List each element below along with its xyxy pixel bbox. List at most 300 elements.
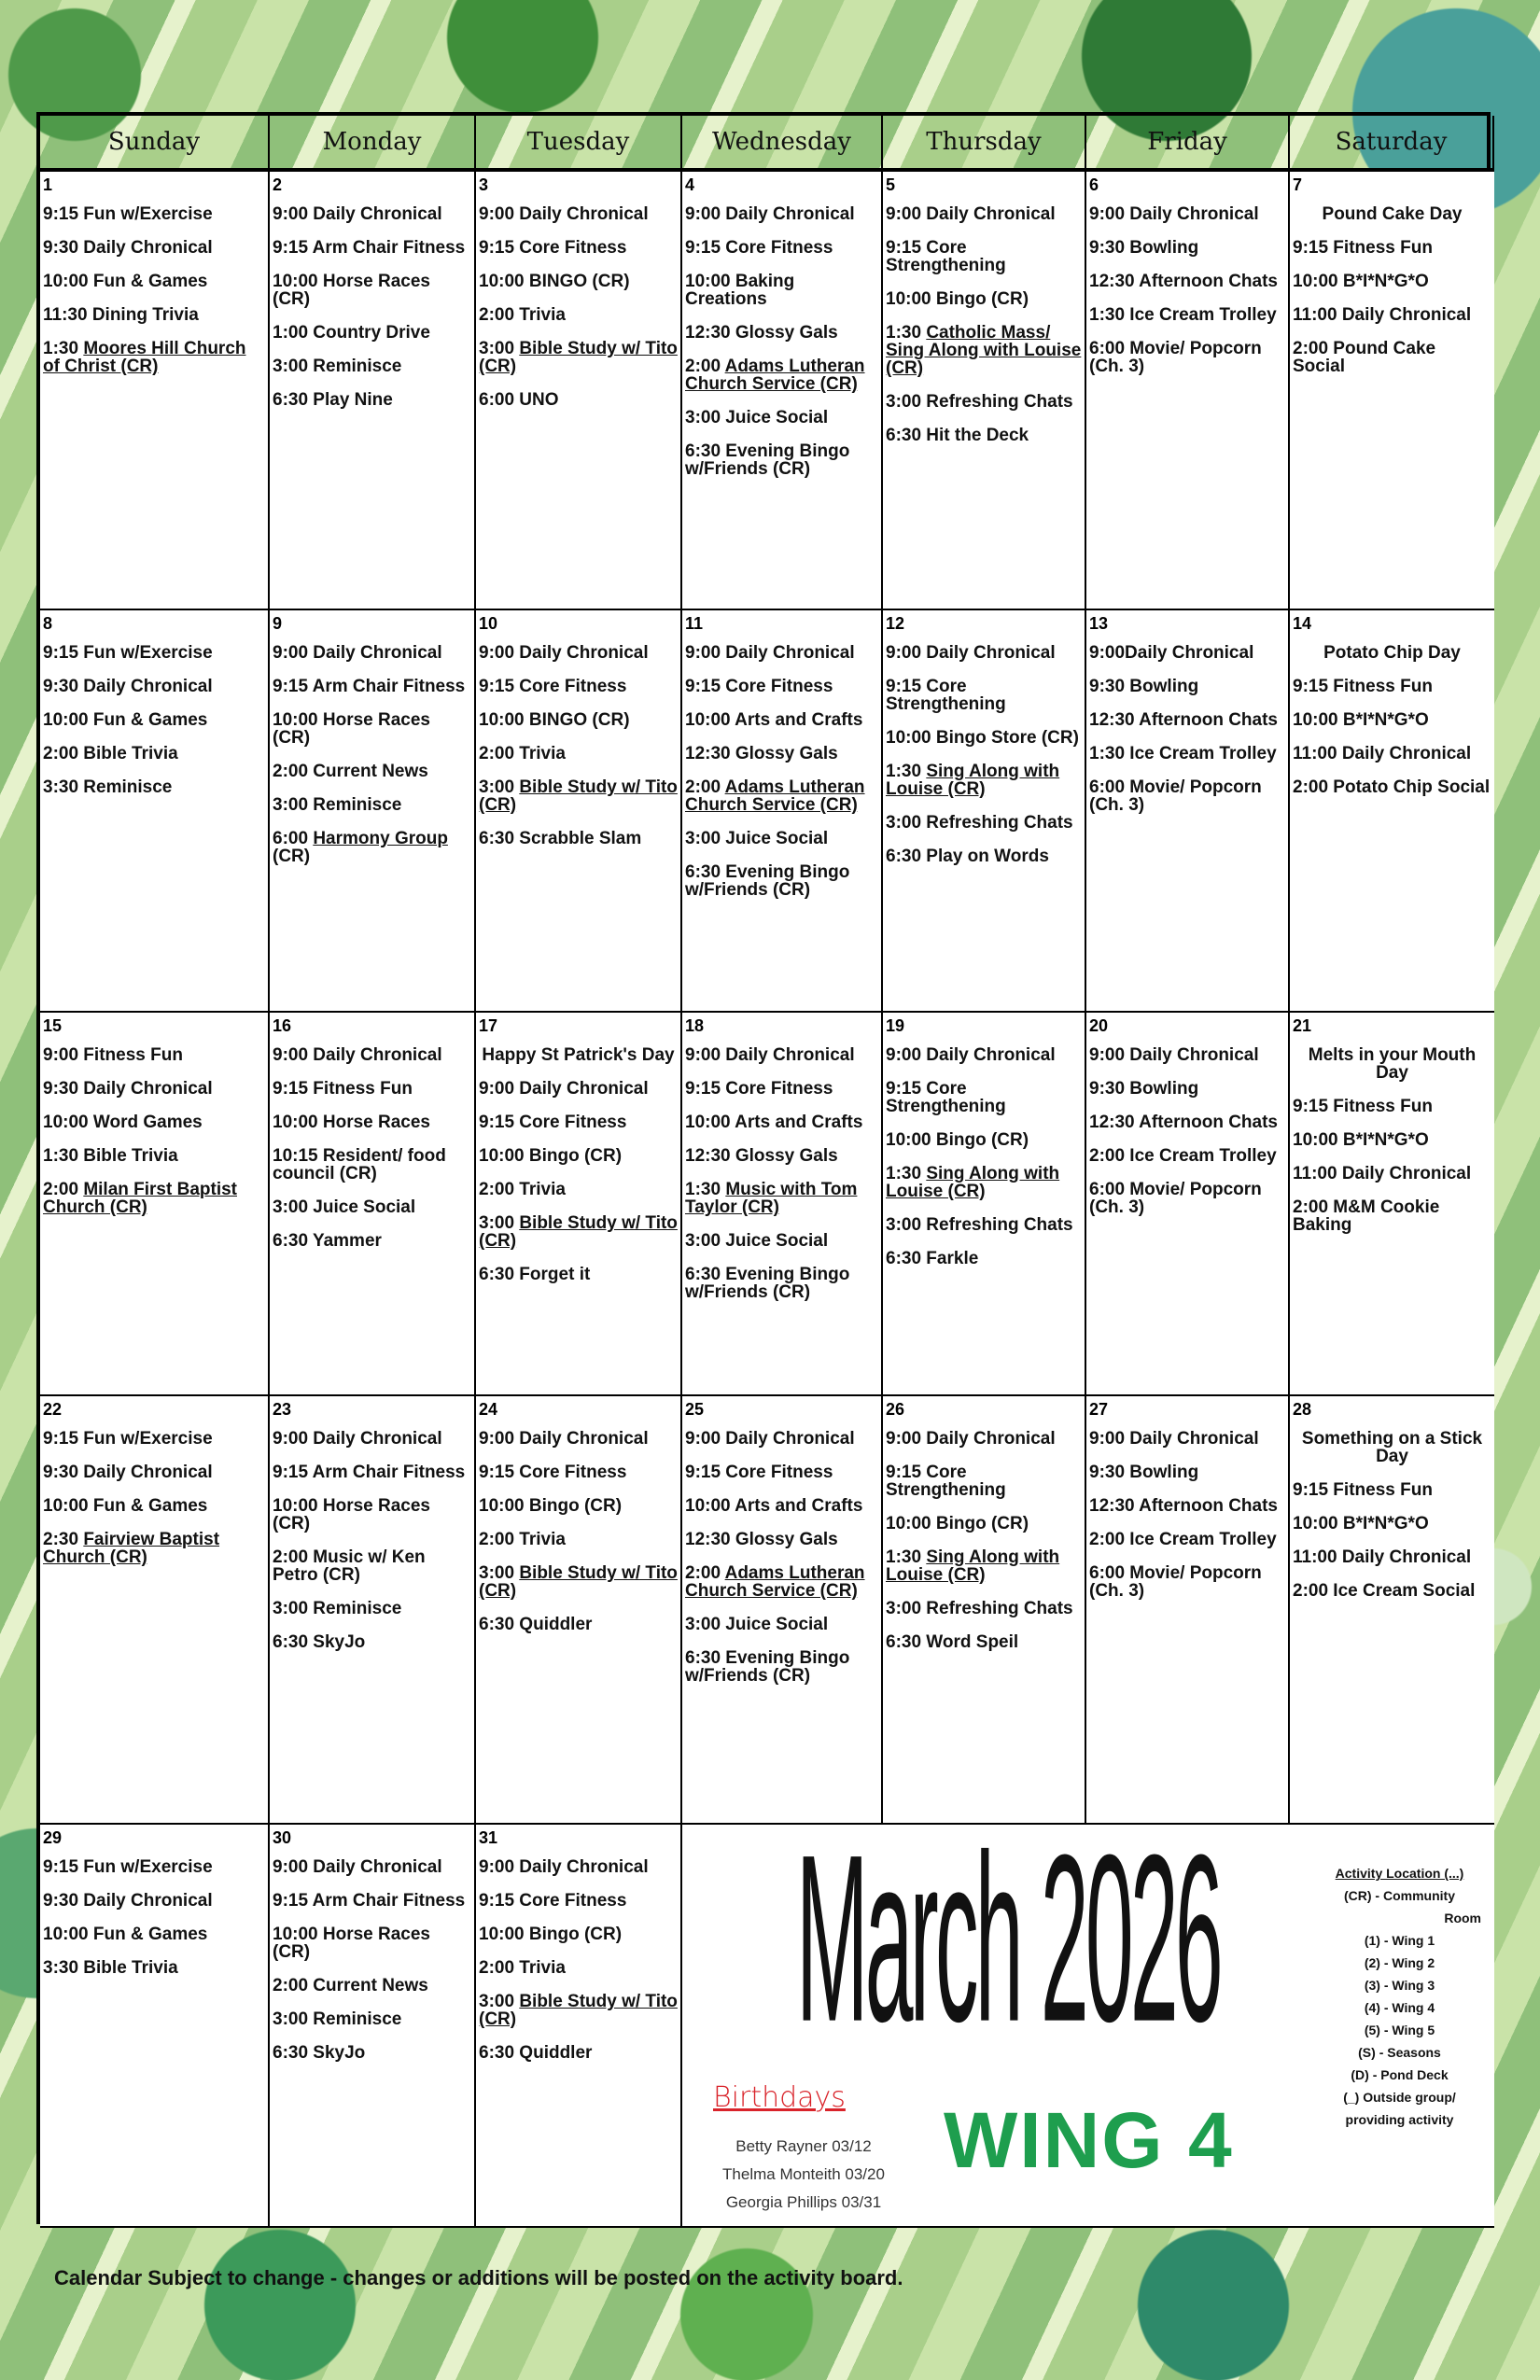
activity-item [1293, 1165, 1491, 1183]
activity-item [479, 1993, 678, 2028]
activity-text: 6:30 Quiddler [479, 1615, 593, 1634]
activity-text: 3:00 Refreshing Chats [886, 1599, 1073, 1618]
activity-item [685, 1113, 878, 1131]
day-number: 31 [479, 1828, 498, 1847]
activity-item [685, 239, 878, 257]
activity-text: Melts in your Mouth Day [1308, 1045, 1477, 1083]
activity-text: 9:00Daily Chronical [1089, 643, 1254, 663]
activity-item [43, 1113, 265, 1131]
day-number: 5 [886, 175, 896, 194]
activity-item [273, 644, 471, 662]
activity-text: 9:00 Fitness Fun [43, 1045, 183, 1065]
activity-item [43, 1430, 265, 1448]
activity-text: 1:30 [685, 1180, 726, 1199]
activity-item [886, 847, 1082, 865]
activity-item [1293, 778, 1491, 796]
day-cell [270, 1013, 476, 1396]
day-number: 21 [1293, 1016, 1312, 1035]
activity-text: 2:00 Ice Cream Social [1293, 1581, 1476, 1601]
activity-text: 3:00 Reminisce [273, 357, 402, 376]
activity-text: 10:00 B*I*N*G*O [1293, 272, 1429, 291]
activity-item [1293, 678, 1491, 695]
activity-item [1089, 778, 1285, 814]
activity-text: 10:00 Bingo (CR) [479, 1925, 623, 1944]
activity-location-underlined: Bible Study w/ Tito (CR) [479, 1563, 678, 1601]
activity-text: 2:00 Trivia [479, 1530, 566, 1549]
activity-text: 10:00 Bingo (CR) [886, 1130, 1029, 1150]
activity-item [685, 863, 878, 899]
activity-text: 6:30 Farkle [886, 1249, 979, 1268]
day-cell [1290, 610, 1494, 1013]
day-number: 27 [1089, 1400, 1109, 1419]
activity-item [273, 1633, 471, 1651]
activity-item [273, 1147, 471, 1183]
activity-item [886, 763, 1082, 798]
activity-text: 10:00 Bingo (CR) [886, 289, 1029, 309]
day-cell [476, 172, 682, 610]
legend-line: (_) Outside group/ [1343, 2090, 1456, 2105]
activity-location-legend [1318, 1862, 1481, 2131]
activity-text: 9:30 Bowling [1089, 677, 1199, 696]
activity-item [1293, 1582, 1491, 1600]
activity-item [886, 1080, 1082, 1115]
day-cell [40, 1013, 270, 1396]
day-cell [883, 172, 1086, 610]
day-number: 3 [479, 175, 489, 194]
activity-text: 1:30 [43, 339, 84, 358]
activity-text: 2:00 [685, 357, 725, 376]
activity-text: 10:00 B*I*N*G*O [1293, 1514, 1429, 1533]
activity-location-underlined: Adams Lutheran Church Service (CR) [685, 357, 865, 394]
day-number: 13 [1089, 614, 1109, 633]
activity-item [273, 1463, 471, 1481]
activity-text: 12:30 Afternoon Chats [1089, 1496, 1278, 1516]
special-day-title [1293, 1046, 1491, 1082]
activity-text: Happy St Patrick's Day [482, 1045, 675, 1065]
activity-text: 9:00 Daily Chronical [685, 1429, 855, 1449]
activity-text: 12:30 Afternoon Chats [1089, 272, 1278, 291]
activity-text: 3:00 [479, 1563, 520, 1583]
activity-text: 9:00 Daily Chronical [479, 1429, 649, 1449]
activity-text: 6:00 Movie/ Popcorn (Ch. 3) [1089, 777, 1262, 815]
activity-item [479, 1892, 678, 1910]
activity-item [43, 745, 265, 763]
activity-text: 10:00 Bingo (CR) [479, 1146, 623, 1166]
activity-item [1089, 1463, 1285, 1481]
activity-text: 9:15 Core Fitness [479, 677, 627, 696]
activity-item [273, 205, 471, 223]
day-cell [40, 1825, 270, 2228]
activity-text: 12:30 Afternoon Chats [1089, 1113, 1278, 1132]
activity-text: 10:00 Horse Races [273, 1113, 430, 1132]
activity-item [886, 644, 1082, 662]
activity-item [479, 1147, 678, 1165]
activity-text: 6:00 Movie/ Popcorn (Ch. 3) [1089, 339, 1262, 376]
activity-text: 6:30 SkyJo [273, 1632, 366, 1652]
activity-text: 9:15 Arm Chair Fitness [273, 238, 466, 258]
activity-text: 10:00 Horse Races (CR) [273, 710, 430, 748]
activity-text: 9:15 Fun w/Exercise [43, 1429, 213, 1449]
activity-item [886, 814, 1082, 832]
activity-suffix: (CR) [273, 847, 311, 866]
activity-text: 3:00 Refreshing Chats [886, 1215, 1073, 1235]
day-cell [682, 610, 883, 1013]
activity-text: 1:00 Country Drive [273, 323, 430, 343]
activity-text: 9:00 Daily Chronical [273, 643, 442, 663]
activity-location-underlined: Sing Along with Louise (CR) [886, 1547, 1060, 1585]
legend-heading: Activity Location (...) [1335, 1866, 1464, 1881]
activity-text: 11:00 Daily Chronical [1293, 744, 1472, 763]
activity-item [685, 1564, 878, 1600]
day-number: 1 [43, 175, 53, 194]
activity-text: 2:00 Current News [273, 1976, 428, 1995]
activity-text: 9:15 Core Fitness [479, 1113, 627, 1132]
day-cell [270, 610, 476, 1013]
activity-item [479, 1959, 678, 1977]
activity-text: 9:00 Daily Chronical [273, 1045, 442, 1065]
day-header-saturday: Saturday [1290, 116, 1494, 172]
activity-location-underlined: Bible Study w/ Tito (CR) [479, 1992, 678, 2029]
activity-item [1293, 273, 1491, 290]
activity-item [685, 324, 878, 342]
activity-text: 6:00 [273, 829, 314, 848]
day-number: 16 [273, 1016, 292, 1035]
day-cell [682, 1013, 883, 1396]
legend-line: (D) - Pond Deck [1351, 2067, 1449, 2082]
activity-item [1293, 1548, 1491, 1566]
activity-item [479, 340, 678, 375]
activity-item [1293, 239, 1491, 257]
activity-text: 6:30 Play Nine [273, 390, 393, 410]
footer-note: Calendar Subject to change - changes or additions will be posted on the activity board. [54, 2266, 903, 2289]
activity-item [685, 1531, 878, 1548]
activity-item [886, 1548, 1082, 1584]
activity-item [43, 1181, 265, 1216]
activity-item [479, 239, 678, 257]
day-number: 28 [1293, 1400, 1312, 1419]
activity-text: 9:00 Daily Chronical [1089, 204, 1259, 224]
day-number: 22 [43, 1400, 63, 1419]
activity-item [273, 324, 471, 342]
activity-item [273, 391, 471, 409]
activity-item [1089, 1531, 1285, 1548]
activity-text: 10:00 Baking Creations [685, 272, 795, 309]
activity-item [273, 1113, 471, 1131]
activity-item [43, 1959, 265, 1977]
day-number: 15 [43, 1016, 63, 1035]
activity-text: 9:15 Fun w/Exercise [43, 1857, 213, 1877]
activity-item [273, 678, 471, 695]
activity-text: 9:15 Core Strengthening [886, 1079, 1006, 1116]
activity-text: 10:00 Bingo Store (CR) [886, 728, 1079, 748]
activity-item [685, 1266, 878, 1301]
activity-item [685, 1080, 878, 1098]
day-cell [1290, 172, 1494, 610]
activity-item [886, 678, 1082, 713]
activity-item [886, 1430, 1082, 1448]
activity-text: 1:30 Ice Cream Trolley [1089, 744, 1277, 763]
activity-text: 2:00 Music w/ Ken Petro (CR) [273, 1547, 426, 1585]
activity-item [685, 273, 878, 308]
activity-item [886, 393, 1082, 411]
activity-item [273, 1600, 471, 1617]
activity-item [479, 306, 678, 324]
activity-text: 9:30 Bowling [1089, 1463, 1199, 1482]
activity-text: 2:00 Trivia [479, 744, 566, 763]
activity-item [1089, 1046, 1285, 1064]
activity-text: 12:30 Glossy Gals [685, 1530, 838, 1549]
day-number: 6 [1089, 175, 1099, 194]
activity-item [685, 409, 878, 427]
activity-item [43, 273, 265, 290]
activity-item [1293, 1098, 1491, 1115]
day-number: 24 [479, 1400, 498, 1419]
activity-text: 10:00 Arts and Crafts [685, 1496, 863, 1516]
day-number: 14 [1293, 614, 1312, 633]
activity-item [43, 1925, 265, 1943]
day-cell [476, 1396, 682, 1825]
activity-text: 1:30 [886, 323, 927, 343]
activity-item [1089, 1497, 1285, 1515]
activity-item [43, 1892, 265, 1910]
activity-text: 10:00 Fun & Games [43, 1925, 208, 1944]
day-cell [1086, 1013, 1290, 1396]
activity-item [886, 427, 1082, 444]
activity-item [479, 1925, 678, 1943]
activity-text: 11:00 Daily Chronical [1293, 1547, 1472, 1567]
activity-text: 9:15 Core Fitness [685, 1463, 833, 1482]
calendar-grid [36, 112, 1491, 2224]
activity-item [273, 357, 471, 375]
day-header-thursday: Thursday [883, 116, 1086, 172]
activity-item [273, 830, 471, 865]
activity-item [273, 1858, 471, 1876]
activity-item [886, 239, 1082, 274]
activity-text: 3:30 Bible Trivia [43, 1958, 178, 1978]
day-cell [1290, 1013, 1494, 1396]
activity-text: 2:00 Potato Chip Social [1293, 777, 1491, 797]
day-number: 19 [886, 1016, 905, 1035]
activity-item [685, 1430, 878, 1448]
activity-text: 9:00 Daily Chronical [479, 1079, 649, 1099]
activity-text: 9:00 Daily Chronical [886, 1429, 1056, 1449]
activity-text: 2:00 Trivia [479, 1180, 566, 1199]
activity-text: 10:00 BINGO (CR) [479, 710, 630, 730]
activity-item [1293, 306, 1491, 324]
activity-text: 12:30 Glossy Gals [685, 1146, 838, 1166]
activity-text: 2:00 Pound Cake Social [1293, 339, 1436, 376]
month-title: March 2026 [796, 1804, 1220, 2071]
day-cell [1086, 610, 1290, 1013]
activity-item [685, 1463, 878, 1481]
activity-item [1089, 340, 1285, 375]
activity-text: 9:15 Core Strengthening [886, 238, 1006, 275]
activity-item [886, 1463, 1082, 1499]
activity-text: 9:15 Arm Chair Fitness [273, 1463, 466, 1482]
activity-item [479, 1181, 678, 1198]
activity-item [479, 391, 678, 409]
activity-text: 9:15 Core Fitness [685, 238, 833, 258]
activity-text: 9:15 Core Fitness [479, 1891, 627, 1911]
activity-text: 10:00 Fun & Games [43, 272, 208, 291]
activity-item [479, 678, 678, 695]
day-cell [40, 1396, 270, 1825]
activity-location-underlined: Harmony Group [313, 829, 448, 848]
activity-text: 9:00 Daily Chronical [886, 1045, 1056, 1065]
activity-text: 2:00 M&M Cookie Baking [1293, 1197, 1440, 1235]
activity-text: 6:30 Yammer [273, 1231, 382, 1251]
activity-text: 2:00 Ice Cream Trolley [1089, 1146, 1277, 1166]
activity-text: 3:00 Refreshing Chats [886, 813, 1073, 833]
activity-text: 9:15 Fitness Fun [1293, 677, 1433, 696]
legend-line: (CR) - Community [1344, 1888, 1455, 1903]
day-header-wednesday: Wednesday [682, 116, 883, 172]
activity-item [273, 763, 471, 780]
activity-item [1089, 205, 1285, 223]
legend-line: (3) - Wing 3 [1364, 1978, 1435, 1993]
legend-line: (2) - Wing 2 [1364, 1955, 1435, 1970]
activity-text: 9:00 Daily Chronical [886, 204, 1056, 224]
activity-item [1089, 1181, 1285, 1216]
activity-text: 10:00 B*I*N*G*O [1293, 1130, 1429, 1150]
activity-text: 9:30 Daily Chronical [43, 1891, 213, 1911]
day-cell [40, 172, 270, 610]
activity-item [685, 1616, 878, 1633]
activity-text: Something on a Stick Day [1301, 1429, 1483, 1466]
activity-text: 6:30 Word Speil [886, 1632, 1019, 1652]
activity-item [43, 1497, 265, 1515]
activity-text: 10:00 B*I*N*G*O [1293, 710, 1429, 730]
activity-item [685, 1147, 878, 1165]
activity-item [1089, 644, 1285, 662]
activity-item [273, 1430, 471, 1448]
activity-text: 3:00 [479, 1992, 520, 2011]
activity-item [43, 644, 265, 662]
activity-text: 6:30 Quiddler [479, 2043, 593, 2063]
activity-item [1089, 1147, 1285, 1165]
activity-item [479, 1214, 678, 1250]
activity-text: 3:00 Reminisce [273, 2009, 402, 2029]
activity-location-underlined: Adams Lutheran Church Service (CR) [685, 1563, 865, 1601]
legend-line: providing activity [1345, 2112, 1454, 2127]
activity-item [479, 2044, 678, 2062]
activity-text: 1:30 Bible Trivia [43, 1146, 178, 1166]
activity-item [273, 711, 471, 747]
activity-item [273, 1198, 471, 1216]
activity-item [479, 778, 678, 814]
activity-text: 9:15 Fitness Fun [1293, 1097, 1433, 1116]
activity-text: 9:00 Daily Chronical [273, 1429, 442, 1449]
activity-item [479, 1858, 678, 1876]
birthday-entry: Thelma Monteith 03/20 [722, 2165, 885, 2183]
birthday-entry: Betty Rayner 03/12 [735, 2137, 872, 2155]
activity-item [479, 644, 678, 662]
activity-item [43, 340, 265, 375]
activity-text: 10:00 Horse Races (CR) [273, 1496, 430, 1533]
activity-text: 2:00 Trivia [479, 305, 566, 325]
activity-text: 6:30 SkyJo [273, 2043, 366, 2063]
activity-item [1089, 1080, 1285, 1098]
activity-location-underlined: Sing Along with Louise (CR) [886, 1164, 1060, 1201]
activity-item [1089, 678, 1285, 695]
activity-location-underlined: Moores Hill Church of Christ (CR) [43, 339, 246, 376]
activity-text: 6:30 Forget it [479, 1265, 591, 1284]
activity-text: 11:00 Daily Chronical [1293, 305, 1472, 325]
activity-item [1293, 1198, 1491, 1234]
activity-item [273, 2010, 471, 2028]
activity-item [273, 796, 471, 814]
activity-text: 6:30 Play on Words [886, 847, 1049, 866]
day-number: 2 [273, 175, 283, 194]
activity-item [273, 1232, 471, 1250]
activity-item [685, 830, 878, 847]
activity-text: 9:15 Core Fitness [479, 1463, 627, 1482]
activity-item [886, 290, 1082, 308]
activity-text: 3:00 Juice Social [685, 829, 829, 848]
birthdays-heading: Birthdays [713, 2081, 846, 2114]
activity-item [273, 1080, 471, 1098]
activity-item [43, 239, 265, 257]
day-header-friday: Friday [1086, 116, 1290, 172]
day-number: 12 [886, 614, 905, 633]
activity-text: 10:00 Fun & Games [43, 1496, 208, 1516]
day-number: 29 [43, 1828, 63, 1847]
activity-item [479, 1531, 678, 1548]
activity-item [43, 1147, 265, 1165]
activity-item [43, 778, 265, 796]
day-header-monday: Monday [270, 116, 476, 172]
activity-text: 9:00 Daily Chronical [685, 204, 855, 224]
activity-item [685, 442, 878, 478]
day-cell [40, 610, 270, 1013]
activity-text: 9:30 Daily Chronical [43, 1463, 213, 1482]
activity-item [43, 1080, 265, 1098]
activity-item [43, 678, 265, 695]
activity-text: 1:30 [886, 1547, 927, 1567]
activity-item [685, 711, 878, 729]
day-cell [1086, 1396, 1290, 1825]
activity-item [479, 711, 678, 729]
day-number: 25 [685, 1400, 705, 1419]
activity-text: 10:00 Arts and Crafts [685, 710, 863, 730]
activity-item [1293, 711, 1491, 729]
activity-location-underlined: Sing Along with Louise (CR) [886, 762, 1060, 799]
activity-text: 10:00 BINGO (CR) [479, 272, 630, 291]
special-day-title [1293, 1430, 1491, 1465]
day-number: 26 [886, 1400, 905, 1419]
activity-text: 2:00 [685, 1563, 725, 1583]
activity-text: 12:30 Glossy Gals [685, 744, 838, 763]
activity-text: 10:00 Fun & Games [43, 710, 208, 730]
activity-item [479, 830, 678, 847]
activity-text: 3:00 Reminisce [273, 795, 402, 815]
activity-item [886, 205, 1082, 223]
activity-item [886, 1216, 1082, 1234]
activity-item [273, 1892, 471, 1910]
activity-text: 2:00 Trivia [479, 1958, 566, 1978]
activity-item [479, 205, 678, 223]
activity-text: 3:00 Juice Social [273, 1197, 416, 1217]
activity-text: 9:00 Daily Chronical [479, 643, 649, 663]
activity-text: 3:00 Refreshing Chats [886, 392, 1073, 412]
activity-item [685, 678, 878, 695]
activity-text: 6:30 Scrabble Slam [479, 829, 642, 848]
day-header-tuesday: Tuesday [476, 116, 682, 172]
activity-item [1293, 1481, 1491, 1499]
activity-text: 3:30 Reminisce [43, 777, 173, 797]
activity-text: 9:00 Daily Chronical [1089, 1429, 1259, 1449]
activity-item [886, 1515, 1082, 1533]
